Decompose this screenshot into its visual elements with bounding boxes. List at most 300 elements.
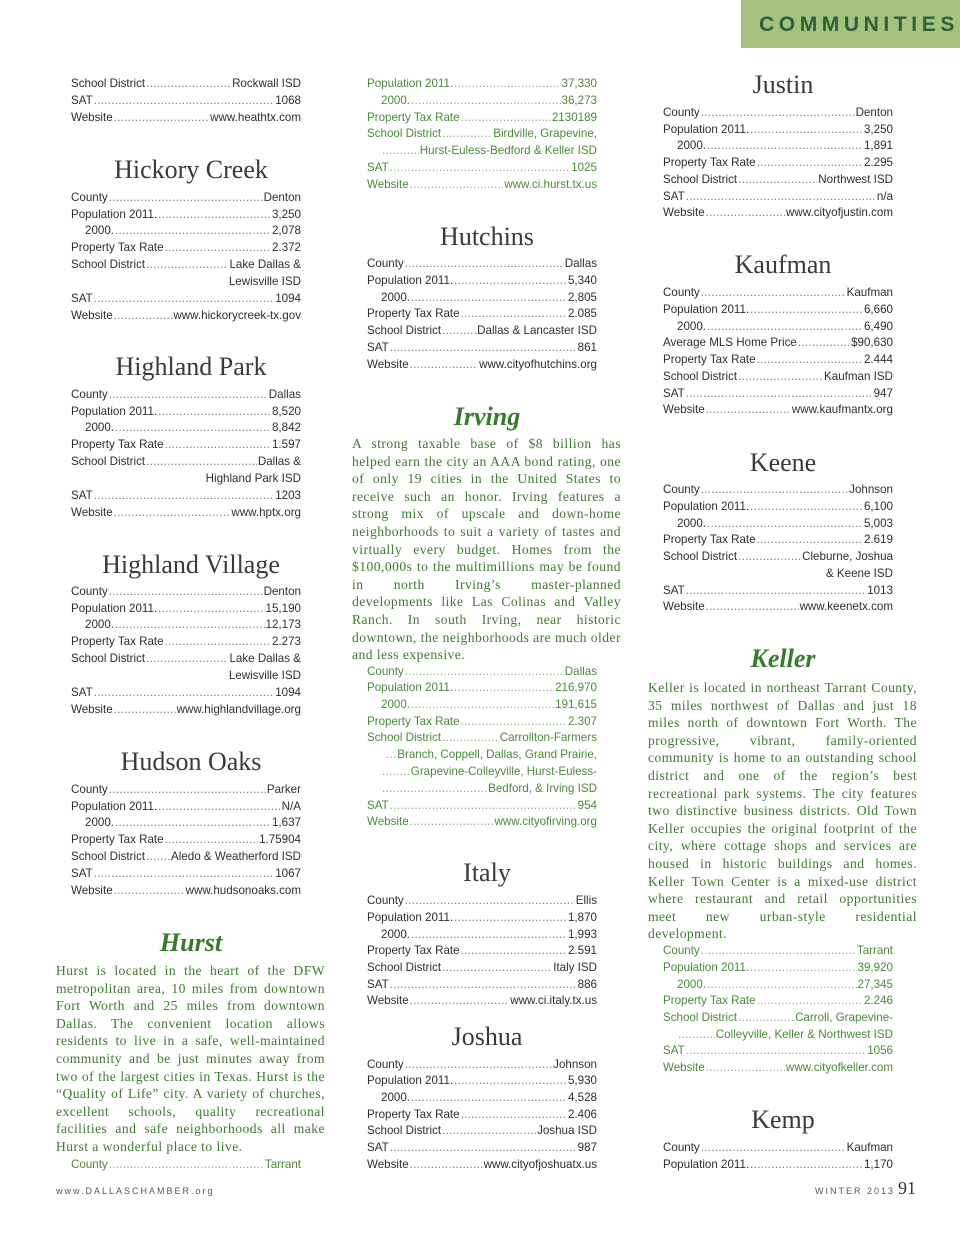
value: 987 — [577, 1141, 597, 1154]
hv-pop2011-row — [71, 600, 301, 617]
community-title-keller: Keller — [750, 644, 816, 673]
label: 2000. — [381, 698, 411, 711]
hutchins-website-row — [367, 356, 597, 373]
label: Property Tax Rate — [71, 241, 164, 254]
value: www.ci.hurst.tx.us — [504, 178, 597, 191]
label: SAT — [663, 1044, 685, 1057]
value: Hurst-Euless-Bedford & Keller ISD — [419, 144, 597, 157]
value: 6,490 — [863, 320, 893, 333]
label: Website — [663, 1061, 705, 1074]
value: Kaufman — [846, 1141, 893, 1154]
keller-school-row — [663, 1009, 893, 1026]
value: Northwest ISD — [818, 173, 893, 186]
irving-school-row-2 — [367, 746, 597, 763]
value: 37,330 — [561, 77, 597, 90]
label: Population 2011. — [71, 208, 158, 221]
value: Kaufman ISD — [824, 370, 893, 383]
value: Carroll, Grapevine- — [795, 1011, 893, 1024]
value: 1,891 — [863, 139, 893, 152]
hp-tax-row — [71, 436, 301, 453]
value: 12,173 — [265, 618, 301, 631]
value: Tarrant — [264, 1158, 301, 1171]
label: Population 2011. — [367, 681, 454, 694]
value: 39,920 — [857, 961, 893, 974]
value: 1,637 — [271, 816, 301, 829]
label: 2000. — [85, 224, 115, 237]
value: 1094 — [275, 292, 301, 305]
label: Population 2011. — [663, 1158, 750, 1171]
label: Website — [367, 358, 409, 371]
value: www.cityofkeller.com — [786, 1061, 893, 1074]
value: Dallas & Lancaster ISD — [477, 324, 597, 337]
keller-school-row-2 — [663, 1026, 893, 1043]
joshua-tax-row — [367, 1106, 597, 1123]
keene-website-row — [663, 598, 893, 615]
label: Website — [367, 1158, 409, 1171]
value: 2.085 — [567, 307, 597, 320]
label: Property Tax Rate — [367, 715, 460, 728]
value: 2,805 — [567, 291, 597, 304]
label: Population 2011. — [663, 303, 750, 316]
value: 216,970 — [555, 681, 597, 694]
value: 2.591 — [567, 944, 597, 957]
value: 1,170 — [863, 1158, 893, 1171]
label: Population 2011. — [367, 77, 454, 90]
hv-county-row — [71, 583, 301, 600]
italy-sat-row — [367, 976, 597, 993]
label: School District — [71, 258, 146, 271]
label: County — [71, 388, 108, 401]
italy-school-row — [367, 959, 597, 976]
hp-pop2011-row — [71, 403, 301, 420]
label: School District — [71, 455, 146, 468]
value: 191,615 — [555, 698, 597, 711]
value: 1,993 — [567, 928, 597, 941]
label: School District — [367, 324, 442, 337]
hurst-sat-row — [367, 159, 597, 176]
label: SAT — [367, 1141, 389, 1154]
kaufman-school-row — [663, 368, 893, 385]
value: 2130189 — [551, 111, 597, 124]
label: County — [663, 483, 700, 496]
value: www.highlandvillage.org — [176, 703, 301, 716]
label: SAT — [367, 161, 389, 174]
hv-school-row — [71, 650, 301, 667]
keller-county-row — [663, 942, 893, 959]
hutchins-tax-row — [367, 305, 597, 322]
label: Property Tax Rate — [663, 156, 756, 169]
label: Website — [663, 206, 705, 219]
label: 2000. — [677, 320, 707, 333]
irving-county-row — [367, 663, 597, 680]
label: Website — [71, 884, 113, 897]
value: & Keene ISD — [825, 567, 893, 580]
label: SAT — [71, 292, 93, 305]
value: 6,660 — [863, 303, 893, 316]
italy-tax-row — [367, 942, 597, 959]
label: 2000. — [677, 139, 707, 152]
value: 1.597 — [271, 438, 301, 451]
hv-sat-row — [71, 684, 301, 701]
label: School District — [367, 731, 442, 744]
label: County — [71, 585, 108, 598]
label: School District — [663, 550, 738, 563]
hurst-tax-row — [367, 109, 597, 126]
value: Lewisville ISD — [228, 275, 301, 288]
value: www.cityofjustin.com — [786, 206, 893, 219]
value: www.kaufmantx.org — [791, 403, 893, 416]
label: Website — [663, 600, 705, 613]
kaufman-pop2000-row — [663, 318, 893, 335]
hutchins-pop2011-row — [367, 272, 597, 289]
label: Population 2011. — [71, 405, 158, 418]
label: Website — [367, 994, 409, 1007]
label: Population 2011. — [367, 911, 454, 924]
kaufman-tax-row — [663, 351, 893, 368]
ho-pop2000-row — [71, 814, 301, 831]
label: Website — [71, 111, 113, 124]
justin-sat-row — [663, 188, 893, 205]
value: Branch, Coppell, Dallas, Grand Prairie, — [397, 748, 597, 761]
label: SAT — [71, 94, 93, 107]
value: Dallas — [564, 665, 597, 678]
ho-school-row — [71, 848, 301, 865]
hp-school-row — [71, 453, 301, 470]
value: www.heathtx.com — [210, 111, 301, 124]
value: Colleyville, Keller & Northwest ISD — [715, 1028, 893, 1041]
label: Population 2011. — [71, 800, 158, 813]
label: SAT — [71, 489, 93, 502]
keller-tax-row — [663, 992, 893, 1009]
heath-website-row — [71, 109, 301, 126]
value: Dallas — [564, 257, 597, 270]
value: 2.444 — [863, 353, 893, 366]
community-title-justin: Justin — [752, 70, 814, 99]
hickory-tax-row — [71, 239, 301, 256]
section-tab-label: COMMUNITIES — [759, 13, 959, 36]
hv-tax-row — [71, 633, 301, 650]
value: Birdville, Grapevine, — [493, 127, 597, 140]
community-title-kaufman: Kaufman — [734, 250, 832, 279]
hurst-pop2000-row — [367, 92, 597, 109]
hv-school-row-2 — [71, 667, 301, 684]
label: 2000. — [85, 618, 115, 631]
label: School District — [71, 77, 146, 90]
community-title-irving: Irving — [453, 402, 521, 431]
value: 2.307 — [567, 715, 597, 728]
community-title-highland-village: Highland Village — [102, 550, 280, 579]
value: 1094 — [275, 686, 301, 699]
community-title-hurst: Hurst — [159, 928, 223, 957]
label: School District — [367, 1124, 442, 1137]
keller-website-row — [663, 1059, 893, 1076]
hurst-website-row — [367, 176, 597, 193]
value: n/a — [876, 190, 893, 203]
value: Joshua ISD — [537, 1124, 597, 1137]
value: 8,842 — [271, 421, 301, 434]
value: www.hptx.org — [231, 506, 301, 519]
value: www.ci.italy.tx.us — [510, 994, 597, 1007]
value: 6,100 — [863, 500, 893, 513]
hickory-sat-row — [71, 290, 301, 307]
value: 2.273 — [271, 635, 301, 648]
kemp-pop2011-row — [663, 1156, 893, 1173]
kaufman-website-row — [663, 401, 893, 418]
justin-website-row — [663, 204, 893, 221]
keller-pop2011-row — [663, 959, 893, 976]
label: County — [71, 191, 108, 204]
label: 2000. — [85, 421, 115, 434]
label: School District — [663, 1011, 738, 1024]
value: 1068 — [275, 94, 301, 107]
value: 2.295 — [863, 156, 893, 169]
justin-pop2000-row — [663, 137, 893, 154]
hv-pop2000-row — [71, 616, 301, 633]
keller-description: Keller is located in northeast Tarrant County, 35 miles northwest of Dallas and just 18 miles north of downtown Fort Worth. The progressive, vibrant, family-oriented community is home to an outstanding school district and one of the region’s best recreational park systems. The city features two distinctive business districts. Old Town Keller occupies the original footprint of the city, where cottage shops and services are housed in historic buildings and homes. Keller Town Center is a mixed-use district where restaurant and retail opportunities meet new urban-style residential development. — [648, 680, 917, 942]
label: Website — [71, 309, 113, 322]
kaufman-pop2011-row — [663, 301, 893, 318]
label: 2000. — [677, 978, 707, 991]
irving-school-row-3 — [367, 763, 597, 780]
label: School District — [367, 961, 442, 974]
ho-sat-row — [71, 865, 301, 882]
keene-school-row-2 — [663, 565, 893, 582]
irving-pop2000-row — [367, 696, 597, 713]
keene-county-row — [663, 481, 893, 498]
label: Property Tax Rate — [663, 533, 756, 546]
footer-website: www.DALLASCHAMBER.org — [56, 1186, 215, 1196]
value: 1.75904 — [259, 833, 301, 846]
value: 886 — [577, 978, 597, 991]
value: Aledo & Weatherford ISD — [171, 850, 301, 863]
community-title-highland-park: Highland Park — [115, 352, 267, 381]
irving-tax-row — [367, 713, 597, 730]
value: 2.406 — [567, 1108, 597, 1121]
joshua-pop2011-row — [367, 1072, 597, 1089]
hickory-pop2000-row — [71, 222, 301, 239]
value: Carrollton-Farmers — [499, 731, 597, 744]
label: Property Tax Rate — [663, 994, 756, 1007]
joshua-website-row — [367, 1156, 597, 1173]
page-number: 91 — [898, 1178, 916, 1198]
community-title-italy: Italy — [463, 858, 511, 887]
value: Johnson — [849, 483, 893, 496]
value: Lake Dallas & — [229, 652, 301, 665]
heath-sat-row — [71, 92, 301, 109]
hurst-school-row-2 — [367, 142, 597, 159]
community-title-kemp: Kemp — [751, 1105, 815, 1134]
hutchins-county-row — [367, 255, 597, 272]
value: www.hickorycreek-tx.gov — [173, 309, 301, 322]
label: Population 2011. — [663, 961, 750, 974]
value: www.cityofirving.org — [494, 815, 597, 828]
value: 4,528 — [567, 1091, 597, 1104]
hurst-pop2011-row — [367, 75, 597, 92]
label: 2000. — [85, 816, 115, 829]
value: Tarrant — [856, 944, 893, 957]
label: County — [71, 783, 108, 796]
label: Property Tax Rate — [367, 1108, 460, 1121]
keene-tax-row — [663, 531, 893, 548]
value: 5,003 — [863, 517, 893, 530]
value: www.keenetx.com — [799, 600, 893, 613]
label: Property Tax Rate — [367, 111, 460, 124]
value: Rockwall ISD — [232, 77, 301, 90]
hp-pop2000-row — [71, 419, 301, 436]
label: County — [663, 1141, 700, 1154]
value: 1067 — [275, 867, 301, 880]
hp-website-row — [71, 504, 301, 521]
value: Highland Park ISD — [205, 472, 301, 485]
value: 2.372 — [271, 241, 301, 254]
label: Population 2011. — [71, 602, 158, 615]
label: School District — [367, 127, 442, 140]
label: Average MLS Home Price — [663, 336, 797, 349]
label: 2000. — [381, 94, 411, 107]
section-tab — [741, 0, 960, 48]
label: County — [367, 894, 404, 907]
label: Population 2011. — [367, 1074, 454, 1087]
value: 2.619 — [863, 533, 893, 546]
value: 1203 — [275, 489, 301, 502]
irving-school-row — [367, 729, 597, 746]
ho-pop2011-row — [71, 798, 301, 815]
hutchins-sat-row — [367, 339, 597, 356]
label: County — [71, 1158, 108, 1171]
label: County — [367, 1058, 404, 1071]
label: Website — [367, 178, 409, 191]
label: Population 2011. — [663, 123, 750, 136]
label: Population 2011. — [367, 274, 454, 287]
justin-pop2011-row — [663, 121, 893, 138]
value: www.cityofhutchins.org — [479, 358, 597, 371]
value: $90,630 — [851, 336, 893, 349]
justin-school-row — [663, 171, 893, 188]
hutchins-school-row — [367, 322, 597, 339]
hp-sat-row — [71, 487, 301, 504]
irving-description: A strong taxable base of $8 billion has helped earn the city an AAA bond rating, one of only 19 cities in the United States to receive such an honor. Irving features a strong mix of upscale and down-home neighborhoods to suit a variety of tastes and virtually every budget. Homes from the $100,000s to the multimillions may be found in north Irving’s master-planned developments like Las Colinas and Valley Ranch. In south Irving, near historic downtown, the neighborhoods are much older and less expensive. — [352, 436, 621, 663]
value: 15,190 — [265, 602, 301, 615]
value: Cleburne, Joshua — [802, 550, 893, 563]
value: Kaufman — [846, 286, 893, 299]
italy-pop2011-row — [367, 909, 597, 926]
hickory-school-row-2 — [71, 273, 301, 290]
joshua-county-row — [367, 1056, 597, 1073]
hutchins-pop2000-row — [367, 289, 597, 306]
italy-website-row — [367, 992, 597, 1009]
value: 3,250 — [271, 208, 301, 221]
hickory-school-row — [71, 256, 301, 273]
value: Johnson — [553, 1058, 597, 1071]
italy-pop2000-row — [367, 926, 597, 943]
kaufman-sat-row — [663, 385, 893, 402]
value: 5,340 — [567, 274, 597, 287]
kaufman-county-row — [663, 284, 893, 301]
value: Italy ISD — [553, 961, 597, 974]
keller-pop2000-row — [663, 976, 893, 993]
value: 1013 — [867, 584, 893, 597]
label: SAT — [663, 190, 685, 203]
value: 8,520 — [271, 405, 301, 418]
hp-county-row — [71, 386, 301, 403]
keller-sat-row — [663, 1042, 893, 1059]
ho-website-row — [71, 882, 301, 899]
value: 2,078 — [271, 224, 301, 237]
community-title-keene: Keene — [749, 448, 817, 477]
community-title-hickory-creek: Hickory Creek — [114, 155, 268, 184]
label: Property Tax Rate — [71, 833, 164, 846]
label: County — [663, 944, 700, 957]
label: County — [663, 286, 700, 299]
value: Lake Dallas & — [229, 258, 301, 271]
hv-website-row — [71, 701, 301, 718]
label: School District — [71, 850, 146, 863]
hurst-school-row — [367, 125, 597, 142]
irving-pop2011-row — [367, 679, 597, 696]
value: 1056 — [867, 1044, 893, 1057]
value: 2.246 — [863, 994, 893, 1007]
community-title-hutchins: Hutchins — [440, 222, 534, 251]
value: 1,870 — [567, 911, 597, 924]
label: SAT — [367, 341, 389, 354]
keene-pop2000-row — [663, 515, 893, 532]
label: 2000. — [677, 517, 707, 530]
irving-school-row-4 — [367, 780, 597, 797]
label: SAT — [71, 686, 93, 699]
value: Dallas & — [257, 455, 301, 468]
label: Property Tax Rate — [71, 635, 164, 648]
value: www.hudsonoaks.com — [185, 884, 301, 897]
footer-issue: WINTER 2013 — [815, 1186, 896, 1196]
value: Grapevine-Colleyville, Hurst-Euless- — [410, 765, 597, 778]
label: Website — [71, 506, 113, 519]
label: SAT — [367, 978, 389, 991]
value: 947 — [873, 387, 893, 400]
value: 861 — [577, 341, 597, 354]
hickory-pop2011-row — [71, 206, 301, 223]
value: Lewisville ISD — [228, 669, 301, 682]
label: County — [367, 665, 404, 678]
joshua-school-row — [367, 1122, 597, 1139]
heath-school-row — [71, 75, 301, 92]
justin-tax-row — [663, 154, 893, 171]
value: www.cityofjoshuatx.us — [483, 1158, 597, 1171]
label: County — [663, 106, 700, 119]
label: Website — [367, 815, 409, 828]
joshua-pop2000-row — [367, 1089, 597, 1106]
hickory-county-row — [71, 189, 301, 206]
value: N/A — [281, 800, 301, 813]
label: 2000. — [381, 928, 411, 941]
keene-pop2011-row — [663, 498, 893, 515]
value: Dallas — [268, 388, 301, 401]
label: SAT — [663, 387, 685, 400]
value: 36,273 — [561, 94, 597, 107]
community-title-hudson-oaks: Hudson Oaks — [120, 747, 262, 776]
value: Denton — [263, 191, 301, 204]
value: 27,345 — [857, 978, 893, 991]
hickory-website-row — [71, 307, 301, 324]
value: 1025 — [571, 161, 597, 174]
label: School District — [71, 652, 146, 665]
label: Population 2011. — [663, 500, 750, 513]
value: 3,250 — [863, 123, 893, 136]
label: Property Tax Rate — [367, 944, 460, 957]
ho-tax-row — [71, 831, 301, 848]
justin-county-row — [663, 104, 893, 121]
value: Denton — [855, 106, 893, 119]
label: 2000. — [381, 291, 411, 304]
